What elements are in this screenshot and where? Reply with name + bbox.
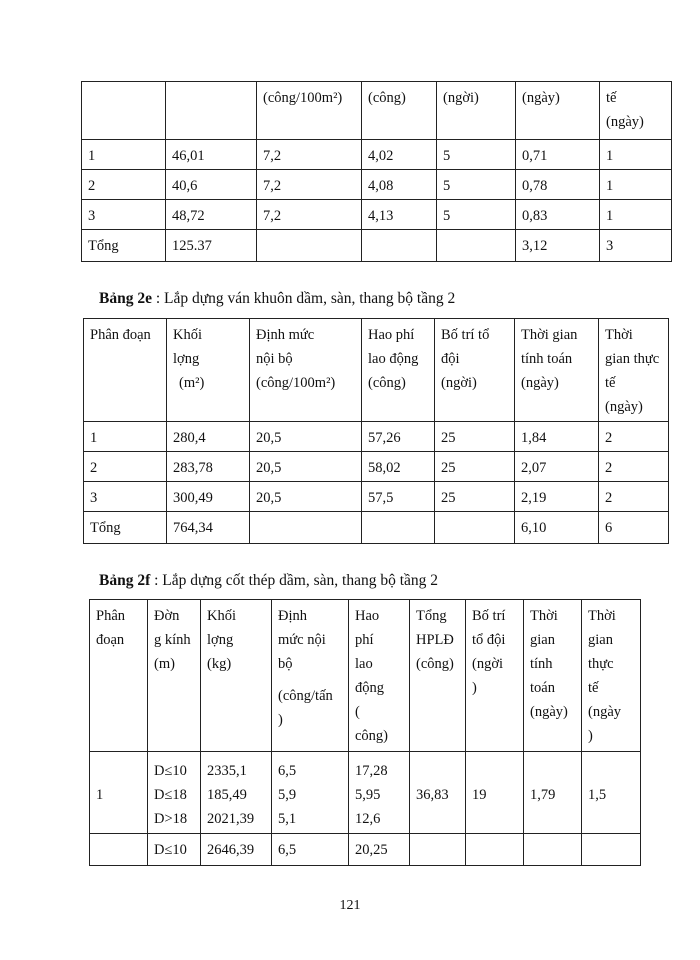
header-cell: (công/100m²) xyxy=(257,82,362,140)
header-cell: Đờn g kính (m) xyxy=(148,600,201,752)
cell: 2 xyxy=(82,170,166,200)
cell: 1 xyxy=(90,752,148,834)
cell: 6 xyxy=(599,512,669,544)
cell xyxy=(90,834,148,866)
cell: 3 xyxy=(600,230,672,262)
table-row-total xyxy=(82,230,672,262)
cell: 20,5 xyxy=(250,422,362,452)
header-cell: Tổng HPLĐ (công) xyxy=(410,600,466,752)
cell: 0,78 xyxy=(516,170,600,200)
cell: 300,49 xyxy=(167,482,250,512)
cell: 4,08 xyxy=(362,170,437,200)
cell: 7,2 xyxy=(257,140,362,170)
cell: 4,02 xyxy=(362,140,437,170)
cell: 1 xyxy=(600,140,672,170)
cell xyxy=(250,512,362,544)
header-cell: Khối lợng (m²) xyxy=(167,319,250,422)
header-cell: Phân đoạn xyxy=(84,319,167,422)
cell: 25 xyxy=(435,452,515,482)
header-cell: Khối lợng (kg) xyxy=(201,600,272,752)
cell: 25 xyxy=(435,422,515,452)
cell: 125.37 xyxy=(166,230,257,262)
cell: 4,13 xyxy=(362,200,437,230)
table-header-row xyxy=(82,82,672,140)
table-row xyxy=(82,140,672,170)
cell: 40,6 xyxy=(166,170,257,200)
cell: 2 xyxy=(599,452,669,482)
table-row xyxy=(82,200,672,230)
header-cell: Hao phí lao động (công) xyxy=(362,319,435,422)
cell: 0,83 xyxy=(516,200,600,230)
cell: 25 xyxy=(435,482,515,512)
cell: 36,83 xyxy=(410,752,466,834)
table-2f xyxy=(89,599,641,866)
cell: 3 xyxy=(84,482,167,512)
cell: Tổng xyxy=(84,512,167,544)
cell: 1 xyxy=(600,170,672,200)
table-row xyxy=(84,422,669,452)
cell xyxy=(524,834,582,866)
header-cell: Thời gian tính toán (ngày) xyxy=(524,600,582,752)
cell: 5 xyxy=(437,200,516,230)
cell: 2646,39 xyxy=(201,834,272,866)
header-cell: tế (ngày) xyxy=(600,82,672,140)
cell: 283,78 xyxy=(167,452,250,482)
cell: 764,34 xyxy=(167,512,250,544)
table-2e xyxy=(83,318,669,544)
cell: 2,19 xyxy=(515,482,599,512)
table-row xyxy=(84,452,669,482)
header-cell: Định mức nội bộ (công/100m²) xyxy=(250,319,362,422)
cell xyxy=(435,512,515,544)
header-cell: Thời gian thực tế (ngày) xyxy=(599,319,669,422)
cell: 7,2 xyxy=(257,170,362,200)
cell xyxy=(466,834,524,866)
cell: 6,10 xyxy=(515,512,599,544)
cell xyxy=(362,512,435,544)
header-cell: (công) xyxy=(362,82,437,140)
cell: 3 xyxy=(82,200,166,230)
cell: Tổng xyxy=(82,230,166,262)
cell: 5 xyxy=(437,140,516,170)
table-row xyxy=(90,834,641,866)
cell: 1,79 xyxy=(524,752,582,834)
cell: 57,5 xyxy=(362,482,435,512)
cell: 2 xyxy=(599,422,669,452)
cell: 58,02 xyxy=(362,452,435,482)
page-number: 121 xyxy=(339,898,361,913)
cell xyxy=(362,230,437,262)
cell: 6,5 xyxy=(272,834,349,866)
cell: 1 xyxy=(82,140,166,170)
cell: 3,12 xyxy=(516,230,600,262)
cell: 57,26 xyxy=(362,422,435,452)
cell: 20,25 xyxy=(349,834,410,866)
header-cell xyxy=(82,82,166,140)
cell: 1 xyxy=(600,200,672,230)
header-cell: Phân đoạn xyxy=(90,600,148,752)
cell: 2 xyxy=(84,452,167,482)
header-cell: Hao phí lao động ( công) xyxy=(349,600,410,752)
table-row xyxy=(82,170,672,200)
cell: 2,07 xyxy=(515,452,599,482)
cell xyxy=(410,834,466,866)
cell: 1,5 xyxy=(582,752,641,834)
table-header-row xyxy=(90,600,641,752)
table-continued xyxy=(81,81,672,262)
cell: 280,4 xyxy=(167,422,250,452)
cell: 1,84 xyxy=(515,422,599,452)
caption-table-2e: Bảng 2e : Lắp dựng ván khuôn dầm, sàn, thang bộ tầng 2 xyxy=(99,290,456,307)
cell: 2 xyxy=(599,482,669,512)
cell: 7,2 xyxy=(257,200,362,230)
cell: D≤10 D≤18 D>18 xyxy=(148,752,201,834)
cell: 17,28 5,95 12,6 xyxy=(349,752,410,834)
table-row xyxy=(84,482,669,512)
cell: 20,5 xyxy=(250,482,362,512)
table-header-row xyxy=(84,319,669,422)
header-cell: Bố trí tổ đội (ngời) xyxy=(435,319,515,422)
cell xyxy=(257,230,362,262)
header-cell: Định mức nội bộ (công/tấn ) xyxy=(272,600,349,752)
header-cell: Thời gian tính toán (ngày) xyxy=(515,319,599,422)
cell xyxy=(437,230,516,262)
header-cell: Thời gian thực tế (ngày ) xyxy=(582,600,641,752)
cell xyxy=(582,834,641,866)
cell: 6,5 5,9 5,1 xyxy=(272,752,349,834)
header-cell xyxy=(166,82,257,140)
cell: 1 xyxy=(84,422,167,452)
caption-table-2f: Bảng 2f : Lắp dựng cốt thép dầm, sàn, thang bộ tầng 2 xyxy=(99,572,439,589)
table-row-total xyxy=(84,512,669,544)
cell: 48,72 xyxy=(166,200,257,230)
table-row xyxy=(90,752,641,834)
header-cell: (ngời) xyxy=(437,82,516,140)
cell: 5 xyxy=(437,170,516,200)
cell: 20,5 xyxy=(250,452,362,482)
cell: 46,01 xyxy=(166,140,257,170)
header-cell: (ngày) xyxy=(516,82,600,140)
cell: 2335,1 185,49 2021,39 xyxy=(201,752,272,834)
cell: 0,71 xyxy=(516,140,600,170)
cell: 19 xyxy=(466,752,524,834)
header-cell: Bố trí tổ đội (ngời ) xyxy=(466,600,524,752)
cell: D≤10 xyxy=(148,834,201,866)
